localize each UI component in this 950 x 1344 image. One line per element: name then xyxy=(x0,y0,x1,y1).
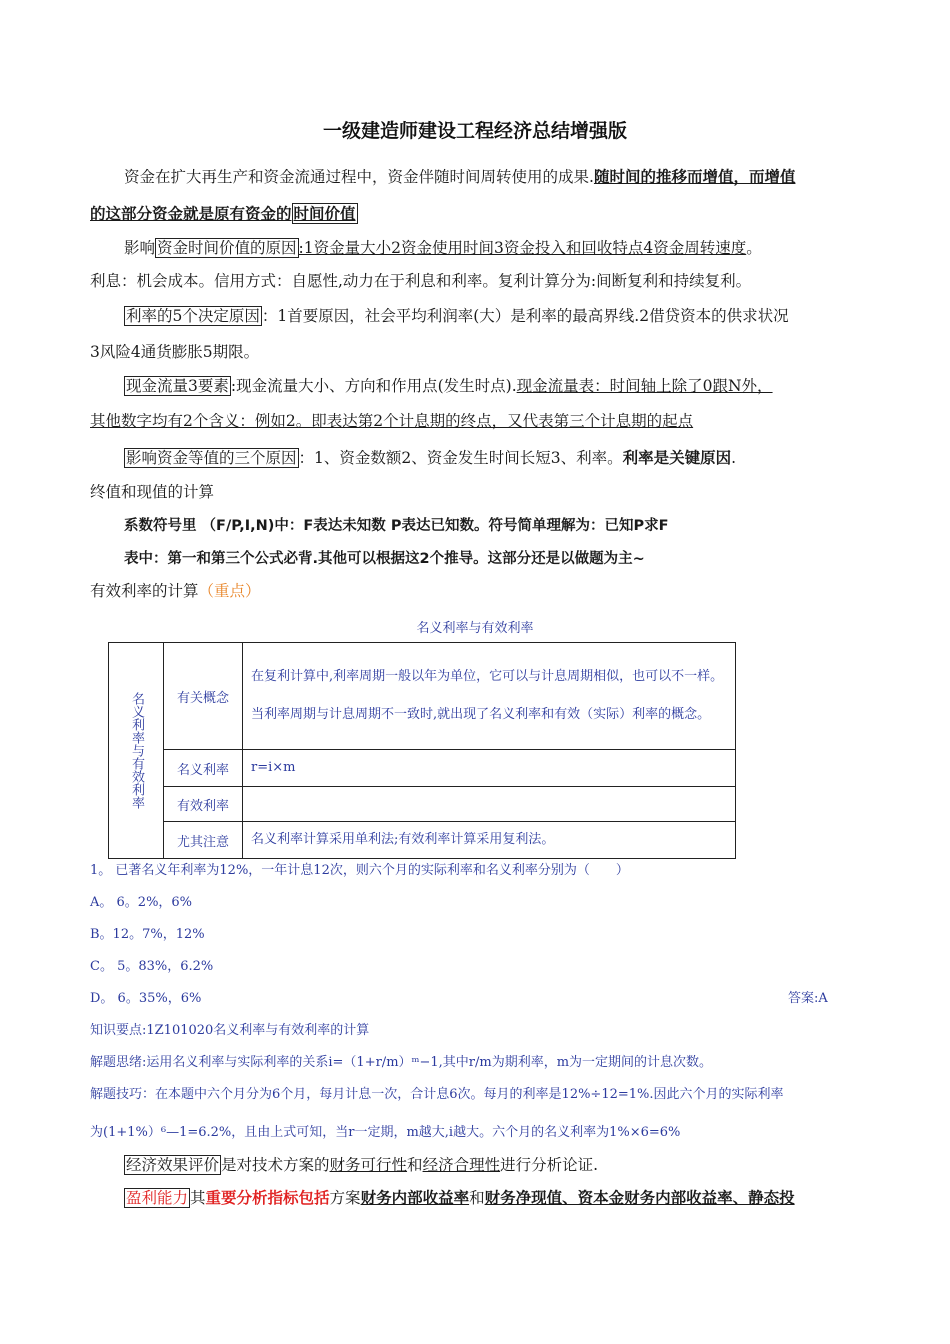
paragraph-interest-rate-factors-cont: 3风险4通货膨胀5期限。 xyxy=(90,343,260,361)
bold-underlined-text: 财务净现值、资本金财务内部收益率、静态投 xyxy=(484,1188,795,1207)
highlight-text: （重点） xyxy=(198,582,261,600)
row-label: 有关概念 xyxy=(164,643,243,750)
text: :现金流量大小、方向和作用点(发生时点). xyxy=(230,377,517,395)
row-content: 名义利率计算采用单利法;有效利率计算采用复利法。 xyxy=(243,822,736,859)
boxed-term-red: 盈利能力 xyxy=(126,1189,189,1207)
table-row xyxy=(109,787,736,822)
question-stem: 1。 已著名义年利率为12%，一年计息12次，则六个月的实际利率和名义利率分别为（ ） xyxy=(90,863,629,878)
boxed-term: 影响资金等值的三个原因 xyxy=(126,449,297,467)
bold-text: 利率是关键原因 xyxy=(622,448,732,467)
page-title: 一级建造师建设工程经济总结增强版 xyxy=(322,120,627,142)
bold-underlined-text: 的这部分资金就是原有资金的 xyxy=(90,204,292,223)
question-option: B。12。7%，12% xyxy=(90,927,205,942)
paragraph-interest-rate-factors xyxy=(124,305,899,327)
question-option: C。 5。83%，6.2% xyxy=(90,959,214,974)
paragraph-profitability xyxy=(124,1187,899,1209)
text: 和 xyxy=(407,1156,423,1174)
red-bold-text: 重要分析指标包括 xyxy=(205,1188,330,1207)
table-row xyxy=(109,822,736,859)
boxed-term: 现金流量3要素 xyxy=(126,377,229,395)
text: . xyxy=(731,449,737,467)
text: ：1首要原因，社会平均利润率(大）是利率的最高界线.2借贷资本的供求状况 xyxy=(261,307,789,325)
section-heading-effective-rate xyxy=(90,580,865,602)
boxed-term: 利率的5个决定原因 xyxy=(126,307,260,325)
table-row xyxy=(109,643,736,750)
question-answer: 答案:A xyxy=(788,991,828,1006)
paragraph-time-value-cont xyxy=(90,203,865,225)
underlined-text: :1资金量大小2资金使用时间3资金投入和回收特点4资金周转速度 xyxy=(298,239,747,257)
knowledge-point: 知识要点:1Z101020名义利率与有效利率的计算 xyxy=(90,1023,370,1038)
paragraph-time-value-factors xyxy=(124,237,899,259)
paragraph-economic-evaluation xyxy=(124,1154,899,1176)
boxed-term: 资金时间价值的原因 xyxy=(157,239,297,257)
bold-underlined-text: 随时间的推移而增值，而增值 xyxy=(593,167,796,186)
text: 资金在扩大再生产和资金流通过程中，资金伴随时间周转使用的成果. xyxy=(124,168,594,186)
paragraph-table-note: 表中：第一和第三个公式必背.其他可以根据这2个推导。这部分还是以做题为主~ xyxy=(124,551,645,567)
paragraph-interest: 利息：机会成本。信用方式：自愿性,动力在于利息和利率。复利计算分为:间断复利和持续复利。 xyxy=(90,272,752,290)
text: 方案 xyxy=(329,1189,361,1207)
bold-underlined-text: 财务内部收益率 xyxy=(360,1188,470,1207)
question-option: A。 6。2%，6% xyxy=(90,895,193,910)
paragraph-time-value xyxy=(124,166,899,188)
row-label: 尤其注意 xyxy=(164,822,243,859)
solution-tip: 解题技巧：在本题中六个月分为6个月，每月计息一次，合计息6次。每月的利率是12%÷12=1%.因此六个月的实际利率 xyxy=(90,1087,784,1102)
table-row xyxy=(109,750,736,787)
row-content xyxy=(243,787,736,822)
underlined-text: 经济合理性 xyxy=(422,1156,501,1174)
solution-thinking: 解题思绪:运用名义利率与实际利率的关系i=（1+r/m）ᵐ−1,其中r/m为期利率，m为一定期间的计息次数。 xyxy=(90,1055,713,1070)
text: 是对技术方案的 xyxy=(221,1156,330,1174)
section-heading-fv-pv: 终值和现值的计算 xyxy=(90,483,215,501)
underlined-text: 现金流量表：时间轴上除了0跟N外， xyxy=(516,377,773,395)
paragraph-coefficient-symbols: 系数符号里 （F/P,I,N)中：F表达未知数 P表达已知数。符号简单理解为：已知P求F xyxy=(124,518,669,534)
row-content: 在复利计算中,利率周期一般以年为单位，它可以与计息周期相似，也可以不一样。当利率周期与计息周期不一致时,就出现了名义利率和有效（实际）利率的概念。 xyxy=(243,643,736,750)
paragraph-cash-flow xyxy=(124,375,899,397)
paragraph-cash-flow-cont: 其他数字均有2个含义：例如2。即表达第2个计息期的终点，又代表第三个计息期的起点 xyxy=(90,412,694,430)
row-label: 名义利率 xyxy=(164,750,243,787)
text: ：1、资金数额2、资金发生时间长短3、利率。 xyxy=(298,449,623,467)
text: 影响 xyxy=(124,239,156,257)
text: 。 xyxy=(746,239,762,257)
paragraph-equivalence-factors xyxy=(124,447,899,469)
row-content: r=i×m xyxy=(243,750,736,787)
row-label: 有效利率 xyxy=(164,787,243,822)
table-caption: 名义利率与有效利率 xyxy=(416,621,534,636)
boxed-term: 时间价值 xyxy=(293,204,356,223)
rate-table xyxy=(108,642,736,859)
text: 其 xyxy=(190,1189,206,1207)
side-label-text: 名义利率与有效利率 xyxy=(129,692,144,809)
underlined-text: 财务可行性 xyxy=(329,1156,408,1174)
table-side-label xyxy=(109,643,164,859)
text: 和 xyxy=(469,1189,485,1207)
question-option: D。 6。35%，6% xyxy=(90,991,202,1006)
text: 进行分析论证. xyxy=(500,1156,599,1174)
solution-tip-cont: 为(1+1%）⁶—1=6.2%，且由上式可知，当r一定期，m越大,i越大。六个月的名义利率为1%×6=6% xyxy=(90,1125,681,1140)
text: 有效利率的计算 xyxy=(90,582,199,600)
boxed-term: 经济效果评价 xyxy=(126,1156,220,1174)
